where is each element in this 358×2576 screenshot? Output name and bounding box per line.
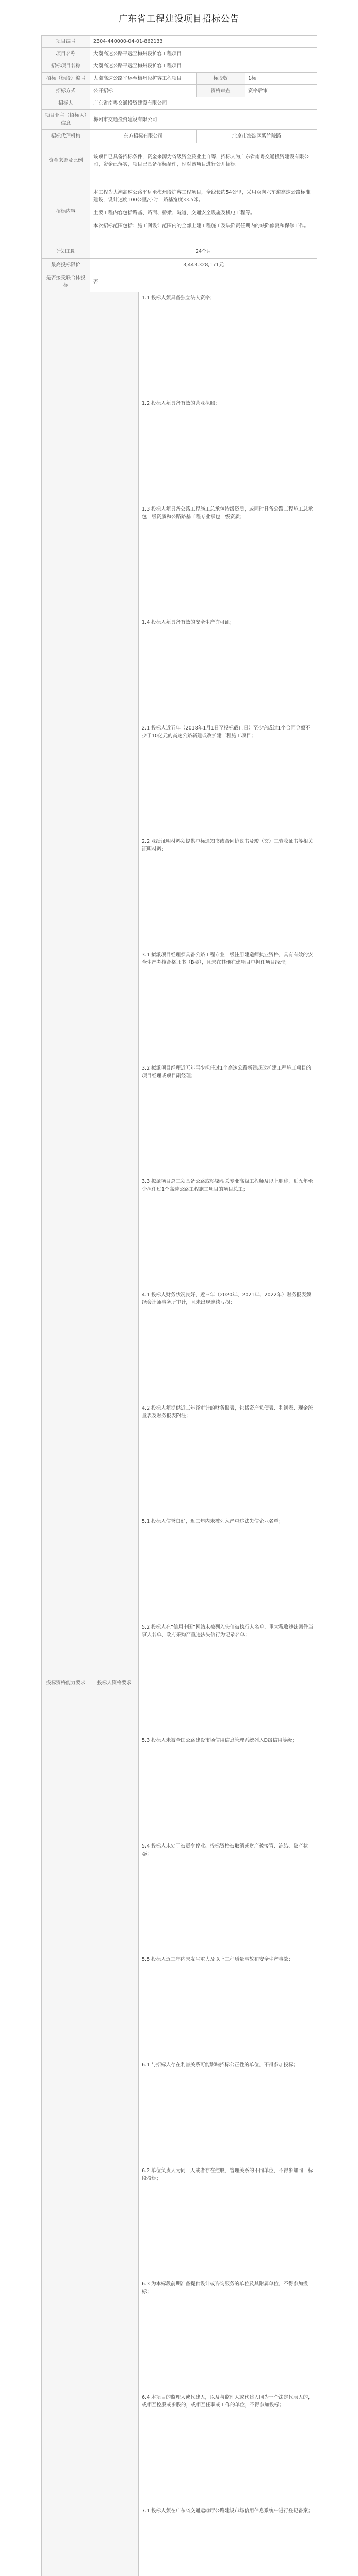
qual-item: 5.1 投标人信誉良好，近三年内未被列入严重违法失信企业名单； — [142, 1519, 284, 1524]
value-proj-code: 2304-440000-04-01-862133 — [90, 36, 317, 48]
qual-item: 3.3 拟派项目总工须具备公路或桥梁相关专业高级工程师及以上职称，近五年至少担任过1个高速公路工程施工项目的项目总工； — [142, 1179, 313, 1192]
qual-item: 1.1 投标人须具备独立法人资格； — [142, 295, 215, 301]
row-proj-name — [42, 48, 317, 60]
overview-p3: 本次招标范围包括：施工图设计范围内的全部土建工程施工及缺陷责任期内的缺陷修复和保修工作。 — [93, 223, 310, 229]
row-tender-mode — [42, 85, 317, 97]
page-title: 广东省工程建设项目招标公告 — [119, 14, 239, 24]
label-price: 最高投标限价 — [42, 259, 90, 272]
label-proj-name: 项目名称 — [42, 48, 90, 60]
qual-item: 2.2 业绩证明材料须提供中标通知书或合同协议书及竣（交）工验收证书等相关证明材料； — [142, 839, 313, 852]
label-qual-sub: 投标人资格要求 — [90, 292, 139, 2576]
qual-items — [142, 294, 314, 2576]
row-agency — [42, 130, 317, 143]
qual-item: 5.3 投标人未被全国公路建设市场信用信息管理系统列入D级信用等级； — [142, 1738, 297, 1743]
label-joint: 是否接受联合体投标 — [42, 272, 90, 292]
label-section-name: 招标项目名称 — [42, 60, 90, 73]
label-funding: 资金来源及比例 — [42, 143, 90, 178]
value-joint: 否 — [90, 272, 317, 292]
overview-p1: 本工程为大潮高速公路平远至梅州段扩容工程项目，全线长约54公里，采用双向六车道高速公路标准建设，设计速度100公里/小时，路基宽度33.5米。 — [93, 189, 311, 203]
qual-item: 6.2 单位负责人为同一人或者存在控股、管理关系的不同单位，不得参加同一标段投标； — [142, 2168, 313, 2181]
label-tender-mode: 招标方式 — [42, 85, 90, 97]
row-owner — [42, 97, 317, 110]
label-overview: 招标内容 — [42, 178, 90, 245]
value-overview — [90, 178, 317, 245]
qual-list — [139, 292, 317, 2576]
value-section-count: 1标 — [245, 73, 317, 85]
value-project-owner: 梅州市交通投资建设有限公司 — [90, 110, 317, 130]
qual-item: 4.2 投标人须提供近三年经审计的财务报表，包括资产负债表、利润表、现金流量表及财务报表附注； — [142, 1405, 313, 1419]
notice-table — [41, 35, 317, 2576]
row-project-owner — [42, 110, 317, 130]
label-section-count: 标段数 — [197, 73, 245, 85]
qual-item: 7.1 投标人须在广东省交通运输厅公路建设市场信用信息系统中进行登记备案； — [142, 2508, 313, 2514]
row-overview — [42, 178, 317, 245]
value-price: 3,443,328,171元 — [90, 259, 317, 272]
value-qual-review: 资格后审 — [245, 85, 317, 97]
value-tender-mode: 公开招标 — [90, 85, 197, 97]
label-section-code: 招标（标段）编号 — [42, 73, 90, 85]
row-proj-code — [42, 36, 317, 48]
qual-item: 5.2 投标人在“信用中国”网站未被列入失信被执行人名单、重大税收违法案件当事人名单、政府采购严重违法失信行为记录名单； — [142, 1624, 313, 1638]
qual-item: 4.1 投标人财务状况良好，近三年（2020年、2021年、2022年）财务报表须经会计师事务所审计，且未出现连续亏损； — [142, 1292, 312, 1306]
qual-item: 1.2 投标人须具备有效的营业执照； — [142, 401, 220, 406]
qual-item: 3.2 拟派项目经理近五年至少担任过1个高速公路新建或改扩建工程施工项目的项目经理或项目副经理； — [142, 1065, 312, 1079]
qual-item: 6.4 本项目的监理人或代建人，以及与监理人或代建人同为一个法定代表人的，或相互控股或参股的，或相互任职或工作的单位，不得参加投标； — [142, 2395, 313, 2408]
value-section-code: 大潮高速公路平远至梅州段扩容工程项目 — [90, 73, 197, 85]
label-proj-code: 项目编号 — [42, 36, 90, 48]
qual-item: 5.4 投标人未处于被责令停业、投标资格被取消或财产被接管、冻结、破产状态； — [142, 1843, 308, 1857]
value-period: 24个月 — [90, 245, 317, 259]
row-price — [42, 259, 317, 272]
value-owner: 广东省南粤交通投资建设有限公司 — [90, 97, 317, 110]
qual-item: 6.3 为本标段前期准备提供设计或咨询服务的单位及其附属单位，不得参加投标； — [142, 2281, 308, 2295]
value-proj-name: 大潮高速公路平远至梅州段扩容工程项目 — [90, 48, 317, 60]
value-section-name: 大潮高速公路平远至梅州段扩容工程项目 — [90, 60, 317, 73]
row-qual — [42, 292, 317, 2576]
label-qual-review: 资格审查 — [197, 85, 245, 97]
value-agency-address: 北京市海淀区紫竹院路 — [197, 130, 317, 143]
label-qual: 投标资格能力要求 — [42, 292, 90, 2576]
qual-item: 5.5 投标人近三年内未发生重大及以上工程质量事故和安全生产事故； — [142, 1957, 294, 1962]
row-section-code — [42, 73, 317, 85]
label-owner: 招标人 — [42, 97, 90, 110]
label-agency: 招标代理机构 — [42, 130, 90, 143]
label-project-owner: 项目业主（招标人）信息 — [42, 110, 90, 130]
qual-item: 2.1 投标人近五年（2018年1月1日至投标截止日）至少完成过1个合同金额不少于10亿元的高速公路新建或改扩建工程施工项目； — [142, 725, 311, 739]
label-period: 计划工期 — [42, 245, 90, 259]
row-joint — [42, 272, 317, 292]
qual-item: 1.3 投标人须具备公路工程施工总承包特级资质，或同时具备公路工程施工总承包一级资质和公路路基工程专业承包一级资质； — [142, 506, 313, 520]
row-section-name — [42, 60, 317, 73]
row-period — [42, 245, 317, 259]
qual-item: 3.1 拟派项目经理须具备公路工程专业一级注册建造师执业资格，具有有效的安全生产考核合格证书（B类），且未在其他在建项目中担任项目经理； — [142, 952, 313, 965]
row-funding — [42, 143, 317, 178]
value-funding: 该项目已具备招标条件，资金来源为省级资金及业主自筹，招标人为广东省南粤交通投资建设有限公司，资金已落实，项目已具备招标条件，现对该项目进行公开招标。 — [90, 143, 317, 178]
value-agency: 东方招标有限公司 — [90, 130, 197, 143]
overview-p2: 主要工程内容包括路基、路面、桥梁、隧道、交通安全设施及机电工程等。 — [93, 210, 255, 216]
qual-item: 1.4 投标人须具备有效的安全生产许可证； — [142, 620, 235, 625]
qual-item: 6.1 与招标人存在利害关系可能影响招标公正性的单位，不得参加投标； — [142, 2062, 299, 2068]
